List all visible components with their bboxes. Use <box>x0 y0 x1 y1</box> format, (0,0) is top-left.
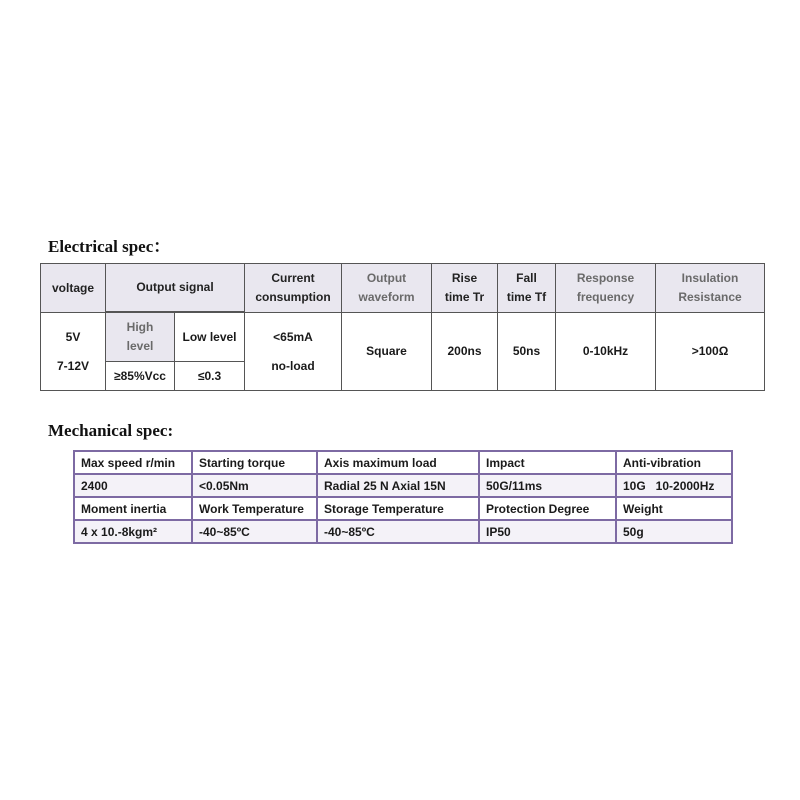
mech-value-impact: 50G/11ms <box>479 474 616 497</box>
header-rise-time: Rise time Tr <box>432 264 498 313</box>
insulation-resistance-value: >100Ω <box>656 313 765 391</box>
header-current-consumption: Current consumption <box>245 264 342 313</box>
mech-value-weight: 50g <box>616 520 732 543</box>
high-level-label: High level <box>106 313 175 362</box>
mech-value-starting-torque: <0.05Nm <box>192 474 317 497</box>
response-frequency-value: 0-10kHz <box>556 313 656 391</box>
header-output-waveform: Output waveform <box>342 264 432 313</box>
low-level-value: ≤0.3 <box>175 362 245 391</box>
mech-label-axis-load: Axis maximum load <box>317 451 479 474</box>
mechanical-spec-title: Mechanical spec: <box>48 421 174 440</box>
mech-label-anti-vibration: Anti-vibration <box>616 451 732 474</box>
mech-label-work-temperature: Work Temperature <box>192 497 317 520</box>
current-values: <65mA no-load <box>245 313 342 391</box>
mechanical-spec-table <box>73 450 733 544</box>
voltage-values: 5V 7-12V <box>41 313 106 391</box>
mech-value-axis-load: Radial 25 N Axial 15N <box>317 474 479 497</box>
header-response-frequency: Response frequency <box>556 264 656 313</box>
mech-value-max-speed: 2400 <box>74 474 192 497</box>
mech-value-work-temperature: -40~85ºC <box>192 520 317 543</box>
mech-label-max-speed: Max speed r/min <box>74 451 192 474</box>
mech-label-protection-degree: Protection Degree <box>479 497 616 520</box>
mech-value-anti-vibration: 10G 10-2000Hz <box>616 474 732 497</box>
electrical-spec-table <box>40 263 765 391</box>
mech-value-protection-degree: IP50 <box>479 520 616 543</box>
mech-label-moment-inertia: Moment inertia <box>74 497 192 520</box>
header-output-signal: Output signal <box>106 264 245 312</box>
fall-time-value: 50ns <box>498 313 556 391</box>
low-level-label: Low level <box>175 313 245 362</box>
waveform-value: Square <box>342 313 432 391</box>
header-voltage: voltage <box>41 264 106 313</box>
electrical-spec-title: Electrical spec： <box>48 237 171 256</box>
mech-value-moment-inertia: 4 x 10.-8kgm² <box>74 520 192 543</box>
mech-label-storage-temperature: Storage Temperature <box>317 497 479 520</box>
header-insulation-resistance: Insulation Resistance <box>656 264 765 313</box>
rise-time-value: 200ns <box>432 313 498 391</box>
mech-value-storage-temperature: -40~85ºC <box>317 520 479 543</box>
mech-label-impact: Impact <box>479 451 616 474</box>
mech-label-weight: Weight <box>616 497 732 520</box>
header-fall-time: Fall time Tf <box>498 264 556 313</box>
mech-label-starting-torque: Starting torque <box>192 451 317 474</box>
high-level-value: ≥85%Vcc <box>106 362 175 391</box>
